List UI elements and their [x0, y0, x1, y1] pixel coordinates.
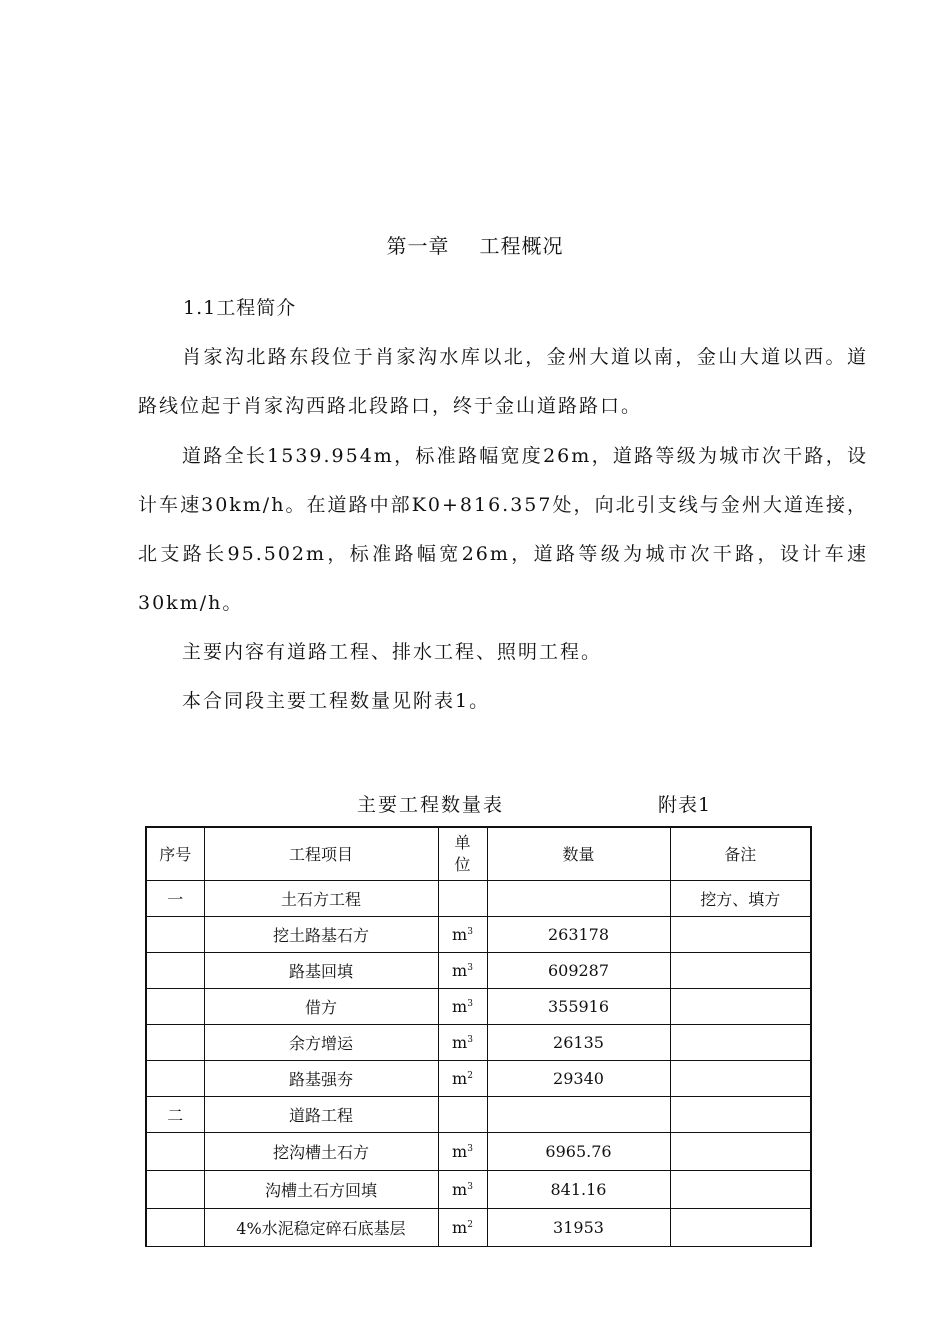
header-unit-line2: 位 — [454, 854, 471, 874]
cell-note — [670, 1060, 811, 1096]
quantity-table — [145, 826, 812, 1247]
cell-note — [670, 952, 811, 988]
cell-note — [670, 1170, 811, 1208]
header-note: 备注 — [670, 827, 811, 880]
table-ref-label: 附表1 — [658, 794, 712, 816]
table-row — [146, 1170, 811, 1208]
cell-unit — [438, 1208, 487, 1246]
header-qty: 数量 — [487, 827, 670, 880]
cell-unit — [438, 1024, 487, 1060]
cell-seq: 二 — [146, 1096, 204, 1132]
table-title: 主要工程数量表 — [357, 794, 505, 816]
unit-base: m — [452, 960, 468, 980]
unit-exponent: 3 — [467, 1143, 473, 1154]
cell-qty: 841.16 — [487, 1170, 670, 1208]
cell-unit — [438, 880, 487, 916]
header-unit — [438, 827, 487, 880]
cell-seq — [146, 952, 204, 988]
cell-item: 余方增运 — [204, 1024, 438, 1060]
cell-unit — [438, 988, 487, 1024]
table-row — [146, 988, 811, 1024]
cell-qty: 31953 — [487, 1208, 670, 1246]
cell-unit — [438, 916, 487, 952]
cell-seq — [146, 1024, 204, 1060]
cell-item: 土石方工程 — [204, 880, 438, 916]
unit-exponent: 3 — [467, 926, 473, 937]
cell-unit — [438, 952, 487, 988]
cell-seq — [146, 988, 204, 1024]
cell-item: 道路工程 — [204, 1096, 438, 1132]
table-row — [146, 952, 811, 988]
cell-unit — [438, 1096, 487, 1132]
header-unit-line1: 单 — [454, 832, 471, 852]
cell-seq — [146, 1208, 204, 1246]
cell-note — [670, 916, 811, 952]
cell-qty — [487, 880, 670, 916]
cell-seq — [146, 1170, 204, 1208]
table-row — [146, 880, 811, 916]
unit-base: m — [452, 1032, 468, 1052]
paragraph-location: 肖家沟北路东段位于肖家沟水库以北，金州大道以南，金山大道以西。道路线位起于肖家沟西路北段路口，终于金山道路路口。 — [138, 346, 868, 417]
section-heading: 1.1工程简介 — [183, 297, 297, 319]
unit-exponent: 2 — [467, 1070, 473, 1081]
table-row — [146, 1132, 811, 1170]
cell-seq — [146, 1132, 204, 1170]
unit-base: m — [452, 1141, 468, 1161]
chapter-number: 第一章 — [386, 234, 450, 258]
cell-seq — [146, 1060, 204, 1096]
cell-item: 挖土路基石方 — [204, 916, 438, 952]
table-header-row — [146, 827, 811, 880]
unit-exponent: 3 — [467, 1181, 473, 1192]
chapter-heading — [0, 230, 950, 259]
cell-item: 路基回填 — [204, 952, 438, 988]
cell-item: 路基强夯 — [204, 1060, 438, 1096]
header-item: 工程项目 — [204, 827, 438, 880]
unit-base: m — [452, 924, 468, 944]
table-row — [146, 1096, 811, 1132]
cell-unit — [438, 1060, 487, 1096]
unit-exponent: 3 — [467, 998, 473, 1009]
unit-exponent: 3 — [467, 1034, 473, 1045]
cell-unit — [438, 1132, 487, 1170]
cell-qty: 26135 — [487, 1024, 670, 1060]
table-row — [146, 1208, 811, 1246]
cell-unit — [438, 1170, 487, 1208]
chapter-title: 工程概况 — [479, 234, 564, 258]
cell-qty: 6965.76 — [487, 1132, 670, 1170]
unit-base: m — [452, 1068, 468, 1088]
cell-qty — [487, 1096, 670, 1132]
unit-exponent: 2 — [467, 1219, 473, 1230]
paragraph-table-reference: 本合同段主要工程数量见附表1。 — [182, 690, 491, 712]
cell-item: 借方 — [204, 988, 438, 1024]
unit-base: m — [452, 1179, 468, 1199]
header-seq: 序号 — [146, 827, 204, 880]
cell-qty: 263178 — [487, 916, 670, 952]
cell-note — [670, 1096, 811, 1132]
cell-note — [670, 1024, 811, 1060]
table-row — [146, 1024, 811, 1060]
cell-note — [670, 988, 811, 1024]
paragraph-road-specs: 道路全长1539.954m，标准路幅宽度26m，道路等级为城市次干路，设计车速30km/h。在道路中部K0+816.357处，向北引支线与金州大道连接，北支路长95.502m，标准路幅宽26m，道路等级为城市次干路，设计车速30km/h。 — [138, 445, 868, 614]
unit-exponent: 3 — [467, 962, 473, 973]
cell-seq: 一 — [146, 880, 204, 916]
cell-item: 挖沟槽土石方 — [204, 1132, 438, 1170]
cell-qty: 609287 — [487, 952, 670, 988]
unit-base: m — [452, 1217, 468, 1237]
table-row — [146, 1060, 811, 1096]
paragraph-main-content: 主要内容有道路工程、排水工程、照明工程。 — [182, 641, 603, 663]
cell-qty: 29340 — [487, 1060, 670, 1096]
cell-note: 挖方、填方 — [670, 880, 811, 916]
unit-base: m — [452, 996, 468, 1016]
cell-item: 4%水泥稳定碎石底基层 — [204, 1208, 438, 1246]
cell-item: 沟槽土石方回填 — [204, 1170, 438, 1208]
cell-note — [670, 1132, 811, 1170]
cell-seq — [146, 916, 204, 952]
cell-note — [670, 1208, 811, 1246]
table-row — [146, 916, 811, 952]
cell-qty: 355916 — [487, 988, 670, 1024]
